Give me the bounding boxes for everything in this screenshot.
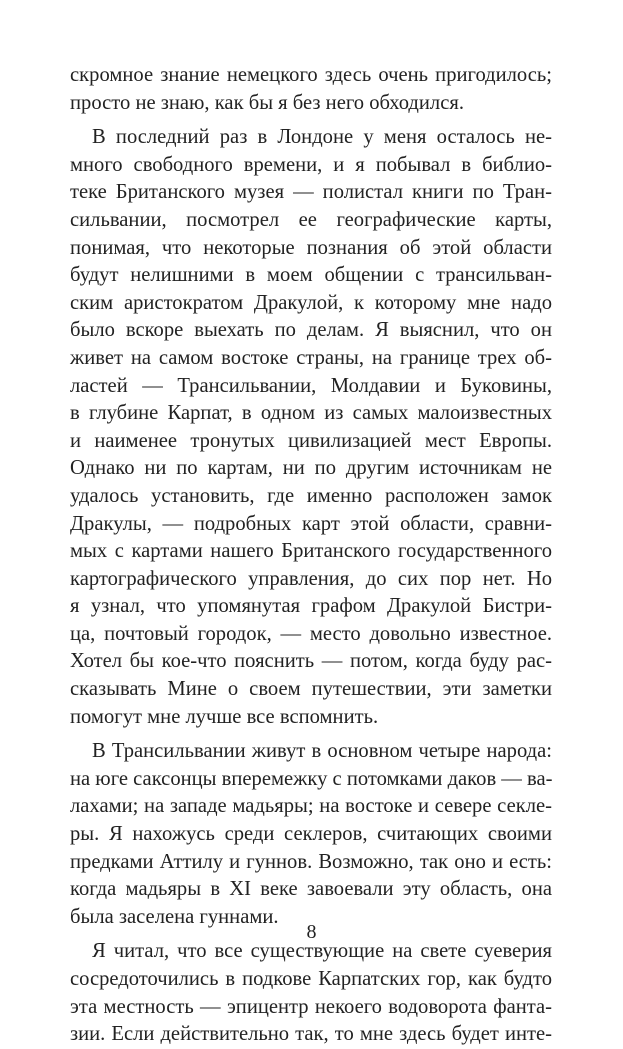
text-line: на юге саксонцы вперемежку с потомками даков — ва-	[70, 767, 553, 790]
text-line: картографического управления, до сих пор нет. Но	[70, 567, 552, 590]
text-line: ца, почтовый городок, — место довольно известное.	[70, 622, 552, 645]
text-line: сосредоточились в подкове Карпатских гор, как будто	[70, 968, 552, 990]
text-line: эта местность — эпицентр некоего водоворота фанта-	[70, 995, 552, 1018]
text-line: ры. Я нахожусь среди секлеров, считающих своими	[70, 823, 552, 846]
page-number: 8	[306, 921, 317, 943]
paragraph-1	[70, 62, 552, 117]
text-line: скромное знание немецкого здесь очень пригодилось;	[70, 64, 552, 86]
text-line: зии. Если действительно так, то мне здесь будет инте-	[70, 1023, 552, 1046]
text-line: помогут мне лучше все вспомнить.	[70, 705, 379, 728]
text-line: я узнал, что упомянутая графом Дракулой Бистри-	[70, 595, 552, 618]
text-line: ским аристократом Дракулой, к которому мне надо	[70, 291, 552, 314]
text-line: ластей — Трансильвании, Молдавии и Буковины,	[70, 374, 552, 397]
text-line: много свободного времени, и я побывал в библио-	[70, 153, 552, 176]
text-line: Однако ни по картам, ни по другим источникам не	[70, 457, 552, 480]
text-line: удалось установить, где именно расположен замок	[70, 484, 552, 507]
paragraph-4	[70, 938, 552, 1048]
text-line: Я читал, что все существующие на свете суеверия	[92, 940, 552, 963]
text-line: В Трансильвании живут в основном четыре народа:	[92, 740, 552, 763]
text-line: сильвании, посмотрел ее географические карты,	[70, 208, 552, 231]
text-line: сказывать Мине о своем путешествии, эти заметки	[70, 678, 552, 701]
text-line: живет на самом востоке страны, на границе трех об-	[70, 346, 552, 369]
text-line: когда мадьяры в XI веке завоевали эту область, она	[70, 878, 552, 901]
text-line: Дракулы, — подробных карт этой области, сравни-	[70, 512, 552, 535]
paragraph-2	[70, 124, 552, 731]
text-line: будут нелишними в моем общении с трансильван-	[70, 264, 552, 287]
text-line: Хотел бы кое-что пояснить — потом, когда буду рас-	[70, 650, 552, 673]
paragraph-3	[70, 738, 552, 931]
page-text	[70, 62, 552, 1049]
text-line: лахами; на западе мадьяры; на востоке и севере секле-	[70, 795, 552, 818]
text-line: и наименее тронутых цивилизацией мест Европы.	[70, 429, 552, 452]
text-line: была заселена гуннами.	[70, 905, 279, 928]
text-line: просто не знаю, как бы я без него обходился.	[70, 91, 464, 114]
text-line: В последний раз в Лондоне у меня осталось не-	[92, 126, 552, 149]
text-line: предками Аттилу и гуннов. Возможно, так оно и есть:	[70, 850, 552, 873]
text-line: в глубине Карпат, в одном из самых малоизвестных	[70, 402, 552, 425]
text-line: мых с картами нашего Британского государственного	[70, 540, 552, 563]
text-line: было вскоре выехать по делам. Я выяснил, что он	[70, 319, 552, 342]
text-line: понимая, что некоторые познания об этой области	[70, 236, 552, 259]
text-line: теке Британского музея — полистал книги по Тран-	[70, 181, 552, 204]
